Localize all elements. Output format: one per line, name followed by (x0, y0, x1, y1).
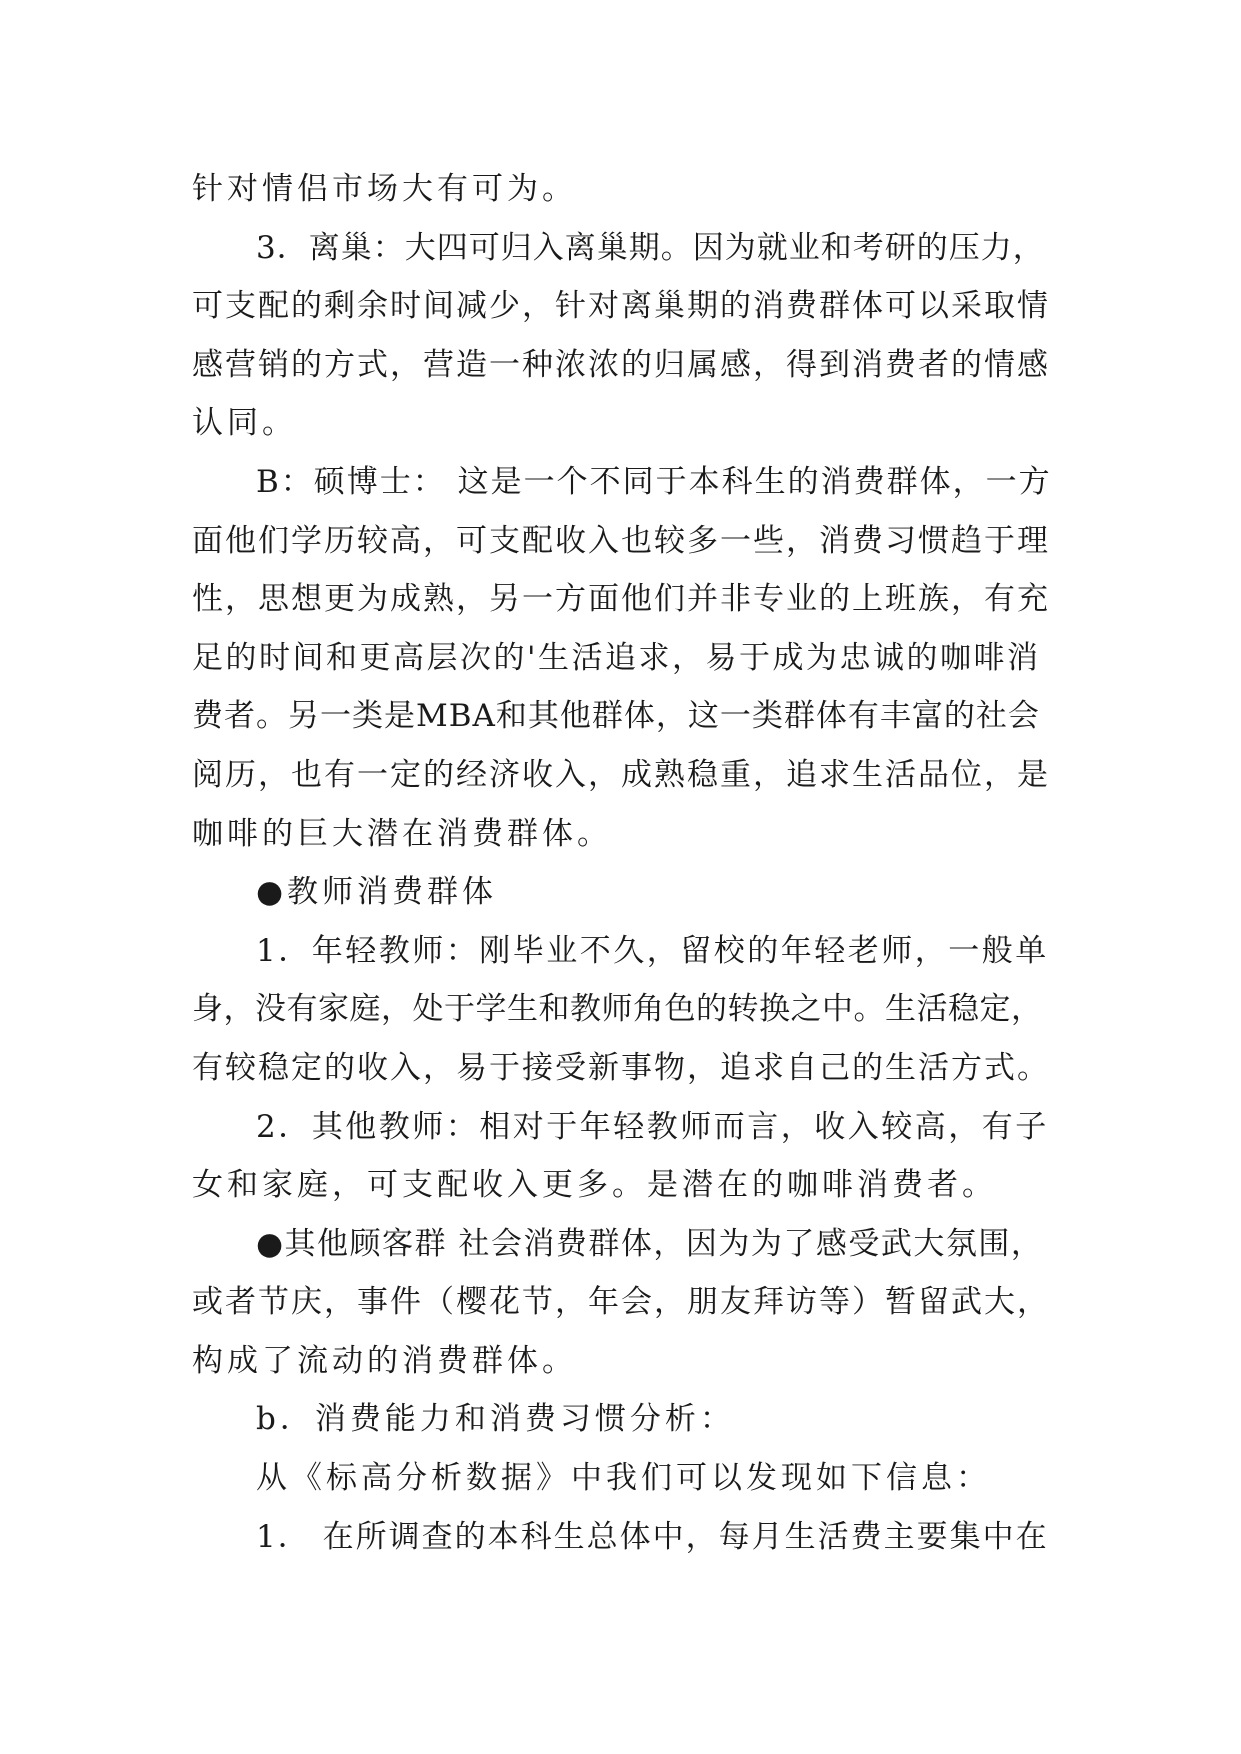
text-line: 足的时间和更高层次的'生活追求，易于成为忠诚的咖啡消 (192, 639, 1041, 676)
text-line: 可支配的剩余时间减少，针对离巢期的消费群体可以采取情 (192, 288, 1050, 325)
text-line: 身，没有家庭，处于学生和教师角色的转换之中。生活稳定， (192, 991, 1043, 1028)
text-line: 构成了流动的消费群体。 (192, 1342, 577, 1379)
text-line: 费者。另一类是MBA和其他群体，这一类群体有丰富的社会 (192, 698, 1040, 735)
text-line: 1． 在所调查的本科生总体中，每月生活费主要集中在 (256, 1518, 1049, 1555)
section-heading-teachers: ●教师消费群体 (256, 874, 498, 911)
text-line: 1．年轻教师：刚毕业不久，留校的年轻老师，一般单 (256, 932, 1049, 969)
text-line: 咖啡的巨大潜在消费群体。 (192, 815, 612, 852)
text-line: 面他们学历较高，可支配收入也较多一些，消费习惯趋于理 (192, 522, 1050, 559)
text-line: 性，思想更为成熟，另一方面他们并非专业的上班族，有充 (192, 581, 1050, 618)
text-line: 有较稳定的收入，易于接受新事物，追求自己的生活方式。 (192, 1049, 1050, 1086)
text-line: 或者节庆，事件（樱花节，年会，朋友拜访等）暂留武大， (192, 1284, 1050, 1321)
text-line: 认同。 (192, 405, 297, 442)
text-line: 阅历，也有一定的经济收入，成熟稳重，追求生活品位，是 (192, 756, 1050, 793)
text-line: 针对情侣市场大有可为。 (192, 171, 577, 207)
document-body (192, 160, 1052, 1566)
text-line: b．消费能力和消费习惯分析： (256, 1401, 735, 1438)
text-line: 从《标高分析数据》中我们可以发现如下信息： (256, 1460, 991, 1497)
text-line: B：硕博士： 这是一个不同于本科生的消费群体，一方 (256, 463, 1052, 500)
text-line: 3．离巢：大四可归入离巢期。因为就业和考研的压力， (256, 229, 1045, 266)
text-line: 感营销的方式，营造一种浓浓的归属感，得到消费者的情感 (192, 346, 1050, 383)
text-line: 2．其他教师：相对于年轻教师而言，收入较高，有子 (256, 1108, 1049, 1145)
section-heading-other-customers: ●其他顾客群 社会消费群体，因为为了感受武大氛围， (256, 1225, 1044, 1262)
text-line: 女和家庭，可支配收入更多。是潜在的咖啡消费者。 (192, 1167, 997, 1204)
